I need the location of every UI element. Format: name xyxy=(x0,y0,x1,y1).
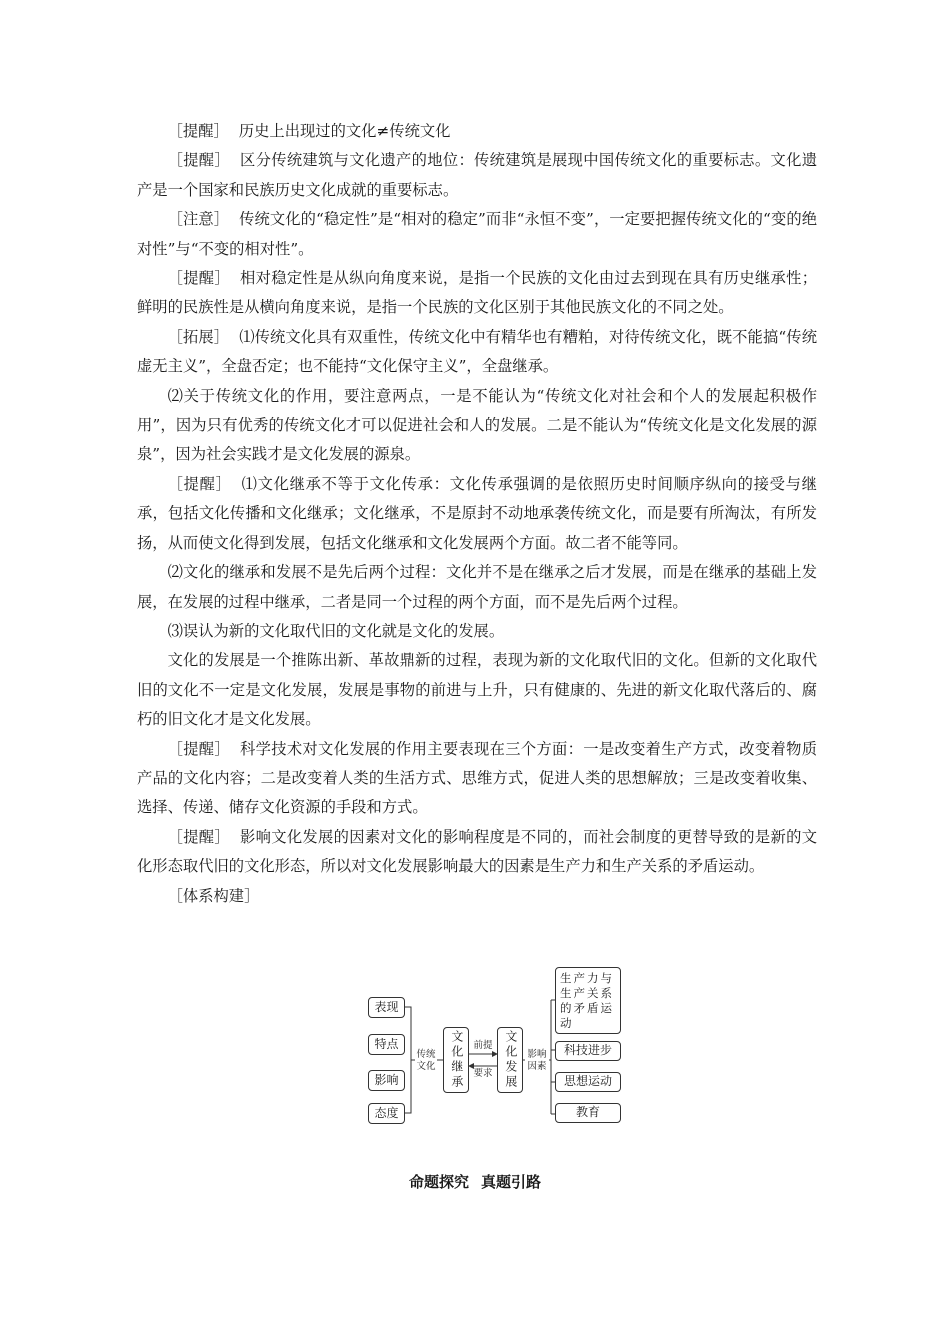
paragraph-text: 区分传统建筑与文化遗产的地位：传统建筑是展现中国传统文化的重要标志。文化遗产是一个国家和民族历史文化成就的重要标志。 xyxy=(137,151,817,199)
paragraph-tag: ［提醒］ xyxy=(167,269,231,288)
paragraph-text: ⑵关于传统文化的作用，要注意两点，一是不能认为“传统文化对社会和个人的发展起积极作用”，因为只有优秀的传统文化才可以促进社会和人的发展。二是不能认为“传统文化是文化发展的源泉”，因为社会实践才是文化发展的源泉。 xyxy=(137,386,817,464)
cultural-development-label: 文化发展 xyxy=(503,1030,518,1090)
paragraph xyxy=(137,735,817,823)
left-box-label: 表现 xyxy=(374,999,399,1014)
paragraph-text: 历史上出现过的文化≠传统文化 xyxy=(238,122,451,140)
paragraph-text: ⑴传统文化具有双重性，传统文化中有精华也有糟粕，对待传统文化，既不能搞“传统虚无主义”，全盘否定；也不能持“文化保守主义”，全盘继承。 xyxy=(137,327,817,376)
paragraph xyxy=(137,470,817,558)
paragraph-text: ⑵文化的继承和发展不是先后两个过程：文化并不是在继承之后才发展，而是在继承的基础上发展，在发展的过程中继承，二者是同一个过程的两个方面，而不是先后两个过程。 xyxy=(137,563,817,611)
paragraph xyxy=(137,205,817,264)
concept-diagram xyxy=(365,965,625,1130)
paragraph-tag: ［提醒］ xyxy=(167,122,229,140)
paragraph-text: ⑶误认为新的文化取代旧的文化就是文化的发展。 xyxy=(167,621,505,640)
paragraph xyxy=(137,382,817,470)
paragraph xyxy=(137,323,817,382)
left-box-label: 特点 xyxy=(374,1036,399,1051)
section-label-text: ［体系构建］ xyxy=(167,886,260,905)
paragraph xyxy=(137,117,817,146)
cultural-inheritance-box xyxy=(443,1027,469,1093)
paragraph-tag: ［提醒］ xyxy=(167,474,232,493)
cultural-development-box xyxy=(497,1027,523,1093)
paragraph xyxy=(137,558,817,617)
paragraph-text: ⑴文化继承不等于文化传承：文化传承强调的是依照历史时间顺序纵向的接受与继承，包括文化传播和文化继承；文化继承，不是原封不动地承袭传统文化，而是要有所淘汰，有所发扬，从而使文化得到发展，包括文化继承和文化发展两个方面。故二者不能等同。 xyxy=(137,474,817,552)
influence-factors-label-line: 影响 xyxy=(527,1049,547,1060)
requirement-label: 要求 xyxy=(473,1068,493,1079)
section-label xyxy=(137,882,817,911)
left-box xyxy=(368,1070,405,1091)
paragraph-text: 影响文化发展的因素对文化的影响程度是不同的，而社会制度的更替导致的是新的文化形态取代旧的文化形态，所以对文化发展影响最大的因素是生产力和生产关系的矛盾运动。 xyxy=(137,827,817,876)
paragraph-text: 文化的发展是一个推陈出新、革故鼎新的过程，表现为新的文化取代旧的文化。但新的文化取代旧的文化不一定是文化发展，发展是事物的前进与上升，只有健康的、先进的新文化取代落后的、腐朽的旧文化才是文化发展。 xyxy=(137,651,817,729)
influence-factors-label xyxy=(525,1049,549,1073)
right-box-label: 教育 xyxy=(575,1105,600,1120)
left-box-label: 态度 xyxy=(374,1105,399,1120)
paragraph-tag: ［提醒］ xyxy=(167,151,231,170)
influence-factors-label-line: 因素 xyxy=(527,1061,547,1072)
paragraph xyxy=(137,646,817,734)
paragraph xyxy=(137,264,817,323)
paragraph-text: 科学技术对文化发展的作用主要表现在三个方面：一是改变着生产方式，改变着物质产品的文化内容；二是改变着人类的生活方式、思维方式，促进人类的思想解放；三是改变着收集、选择、传递、储存文化资源的手段和方式。 xyxy=(137,739,817,817)
heading-part: 命题探究 xyxy=(408,1173,469,1191)
paragraph xyxy=(137,823,817,882)
left-box-label: 影响 xyxy=(374,1072,399,1087)
paragraph-tag: ［注意］ xyxy=(167,210,230,229)
paragraph xyxy=(137,146,817,205)
paragraph xyxy=(137,617,817,646)
paragraph-tag: ［拓展］ xyxy=(167,327,230,346)
right-box xyxy=(555,1072,621,1092)
premise-label: 前提 xyxy=(473,1040,493,1051)
cultural-inheritance-label: 文化继承 xyxy=(449,1030,464,1090)
right-box xyxy=(555,1041,621,1061)
paragraph-tag: ［提醒］ xyxy=(167,739,231,758)
paragraph-text: 传统文化的“稳定性”是“相对的稳定”而非“永恒不变”，一定要把握传统文化的“变的绝对性”与“不变的相对性”。 xyxy=(137,210,817,258)
right-box xyxy=(555,1103,621,1123)
section-heading xyxy=(0,1171,950,1192)
traditional-culture-label-line: 文化 xyxy=(416,1061,436,1072)
right-box-label: 科技进步 xyxy=(563,1043,612,1058)
traditional-culture-label-line: 传统 xyxy=(416,1049,436,1060)
left-box xyxy=(368,1103,405,1124)
right-box-label: 生产力与生产关系的矛盾运动 xyxy=(560,970,614,1030)
heading-part: 真题引路 xyxy=(481,1173,542,1191)
left-bracket xyxy=(405,1007,415,1113)
right-box xyxy=(555,967,621,1034)
text-body xyxy=(137,117,817,911)
left-box xyxy=(368,997,405,1018)
paragraph-text: 相对稳定性是从纵向角度来说，是指一个民族的文化由过去到现在具有历史继承性；鲜明的民族性是从横向角度来说，是指一个民族的文化区别于其他民族文化的不同之处。 xyxy=(137,269,817,317)
traditional-culture-label xyxy=(415,1049,437,1073)
paragraph-tag: ［提醒］ xyxy=(167,827,231,846)
right-box-label: 思想运动 xyxy=(563,1074,612,1089)
left-box xyxy=(368,1034,405,1055)
